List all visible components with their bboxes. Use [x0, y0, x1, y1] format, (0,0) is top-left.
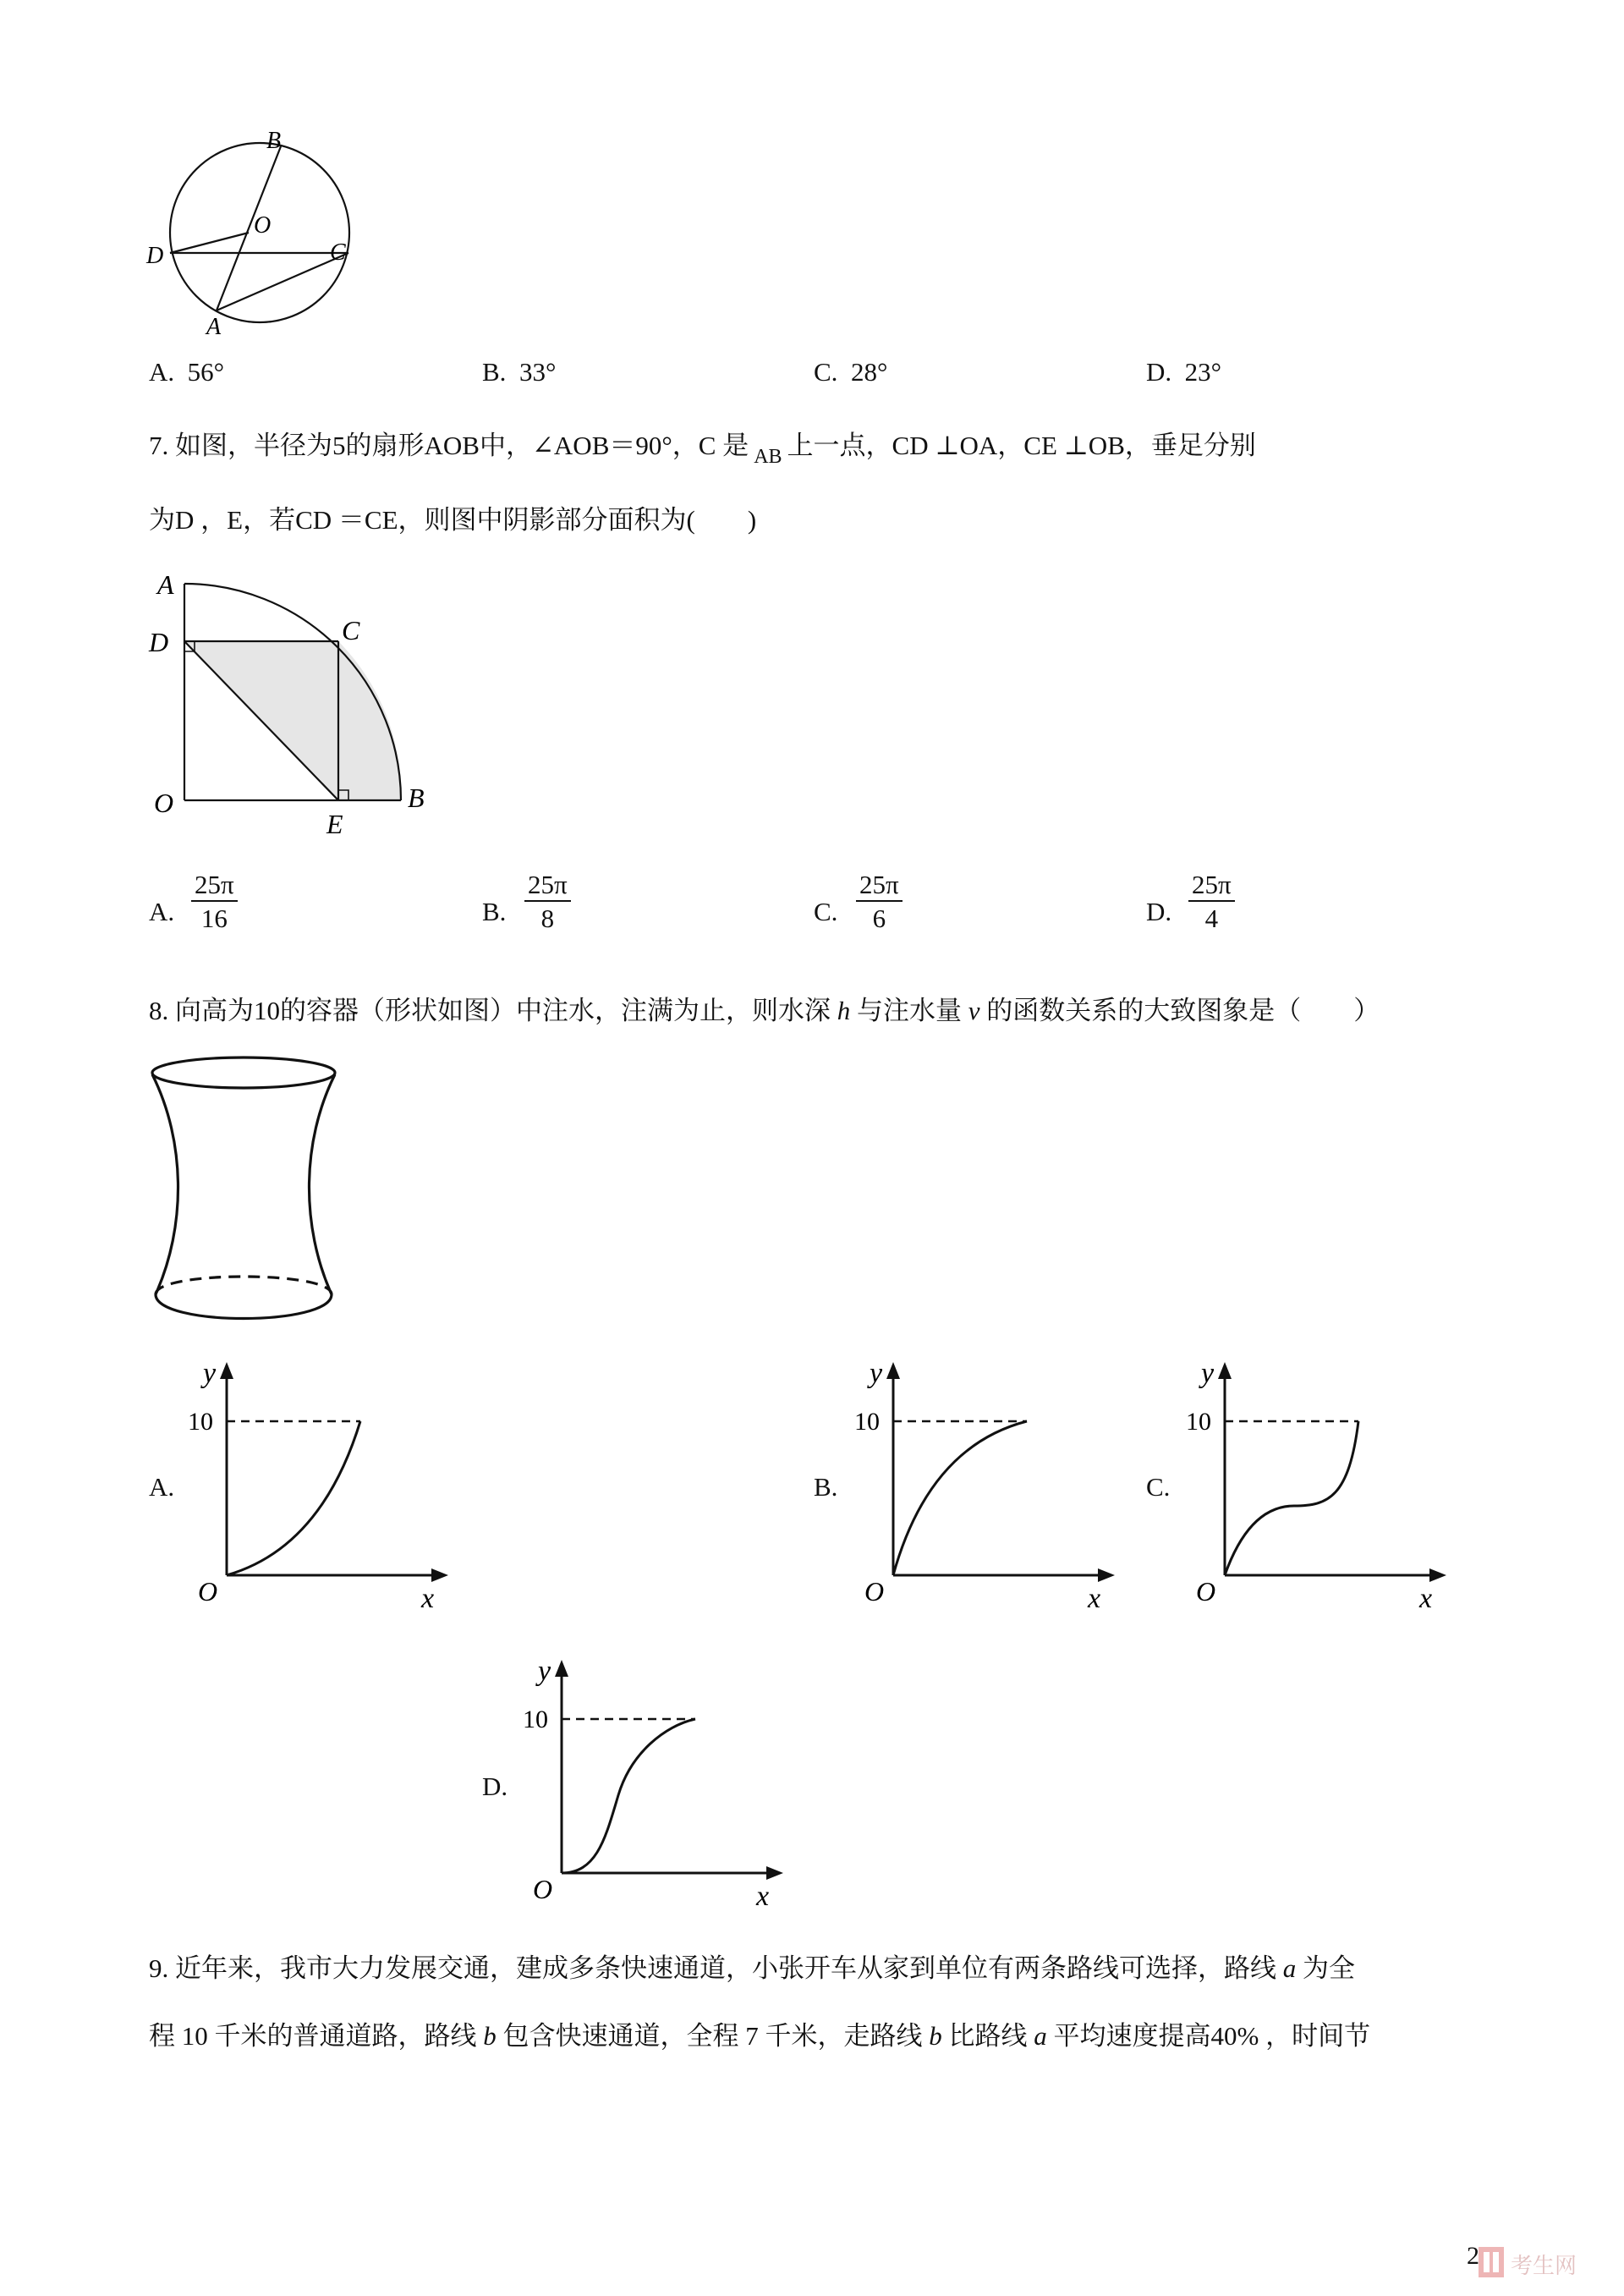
q7-sector-figure: [144, 558, 448, 846]
q7-option-b-letter[interactable]: B.: [482, 897, 507, 926]
label-c: C: [330, 239, 346, 266]
q7-option-c-fraction: $\frac{25\pi}{6}$: [856, 870, 903, 934]
curve-a: [227, 1421, 360, 1575]
q8-option-d-letter[interactable]: D.: [482, 1771, 508, 1801]
q8-graph-b[interactable]: [836, 1354, 1123, 1616]
label-c: C: [342, 615, 360, 645]
q7-question-line2: 为D ，E，若CD ＝CE，则图中阴影部分面积为( ): [149, 505, 757, 535]
y-axis-label: y: [538, 1656, 551, 1687]
y-axis-label: y: [870, 1358, 883, 1389]
origin-label: O: [864, 1576, 885, 1607]
q9-question-line1: 9. 近年来，我市大力发展交通，建成多条快速通道，小张开车从家到单位有两条路线可选择，路线 a 为全: [149, 1953, 1355, 1983]
origin-label: O: [198, 1576, 218, 1607]
q8-graph-c[interactable]: [1167, 1354, 1455, 1616]
watermark-logo: [1477, 2242, 1604, 2284]
label-o: O: [154, 788, 174, 818]
label-b: B: [266, 128, 282, 154]
q8-graph-d[interactable]: [504, 1651, 792, 1914]
q8-option-b-letter[interactable]: B.: [814, 1472, 838, 1502]
shaded-region: [184, 641, 401, 800]
q8-container-figure: [144, 1049, 347, 1337]
label-d: D: [149, 627, 169, 657]
origin-label: O: [1196, 1576, 1216, 1607]
q7-option-b-fraction: $\frac{25\pi}{8}$: [524, 870, 571, 934]
tick-10: 10: [188, 1408, 213, 1436]
q8-graph-a[interactable]: [169, 1354, 457, 1616]
x-axis-label: x: [1088, 1583, 1101, 1614]
tick-10: 10: [854, 1408, 880, 1436]
curve-b: [893, 1421, 1027, 1575]
q8-option-a-letter[interactable]: A.: [149, 1472, 175, 1502]
x-axis-label: x: [756, 1881, 770, 1912]
curve-c: [1225, 1421, 1358, 1575]
q6-option-a[interactable]: A. 56°: [149, 357, 225, 387]
label-b: B: [408, 783, 425, 813]
x-axis-label: x: [1419, 1583, 1433, 1614]
tick-10: 10: [1186, 1408, 1211, 1436]
q7-option-d-letter[interactable]: D.: [1146, 897, 1172, 926]
watermark-text: 考生网: [1511, 2254, 1577, 2279]
q7-question-line1: 7. 如图，半径为5的扇形AOB中，∠AOB＝90°，C 是 $_{AB}$ 上一点，CD ⊥OA，CE ⊥OB，垂足分别: [149, 431, 1256, 468]
label-a: A: [157, 569, 174, 600]
arc-ab-label: AB: [754, 446, 782, 468]
label-e: E: [326, 809, 343, 839]
y-axis-label: y: [203, 1358, 217, 1389]
q6-circle-figure: [144, 123, 364, 343]
x-axis-label: x: [421, 1583, 435, 1614]
y-axis-label: y: [1201, 1358, 1215, 1389]
q6-option-c[interactable]: C. 28°: [814, 357, 888, 387]
q7-option-d-fraction: $\frac{25\pi}{4}$: [1188, 870, 1235, 934]
label-d: D: [146, 243, 164, 269]
q7-option-c-letter[interactable]: C.: [814, 897, 838, 926]
q6-option-b[interactable]: B. 33°: [482, 357, 557, 387]
tick-10: 10: [523, 1706, 548, 1733]
label-a: A: [206, 314, 222, 340]
origin-label: O: [533, 1874, 553, 1904]
label-o: O: [254, 212, 272, 239]
q7-option-a-fraction: $\frac{25\pi}{16}$: [191, 870, 238, 934]
q7-option-a-letter[interactable]: A.: [149, 897, 175, 926]
q6-option-d[interactable]: D. 23°: [1146, 357, 1222, 387]
q8-question: 8. 向高为10的容器（形状如图）中注水，注满为止，则水深 h 与注水量 v 的函数关系的大致图象是（ ）: [149, 996, 1380, 1025]
q8-option-c-letter[interactable]: C.: [1146, 1472, 1171, 1502]
curve-d: [562, 1719, 695, 1873]
q9-question-line2: 程 10 千米的普通道路，路线 b 包含快速通道，全程 7 千米，走路线 b 比路线 a 平均速度提高40% ，时间节: [149, 2021, 1371, 2051]
page-number: 2: [1467, 2242, 1479, 2270]
